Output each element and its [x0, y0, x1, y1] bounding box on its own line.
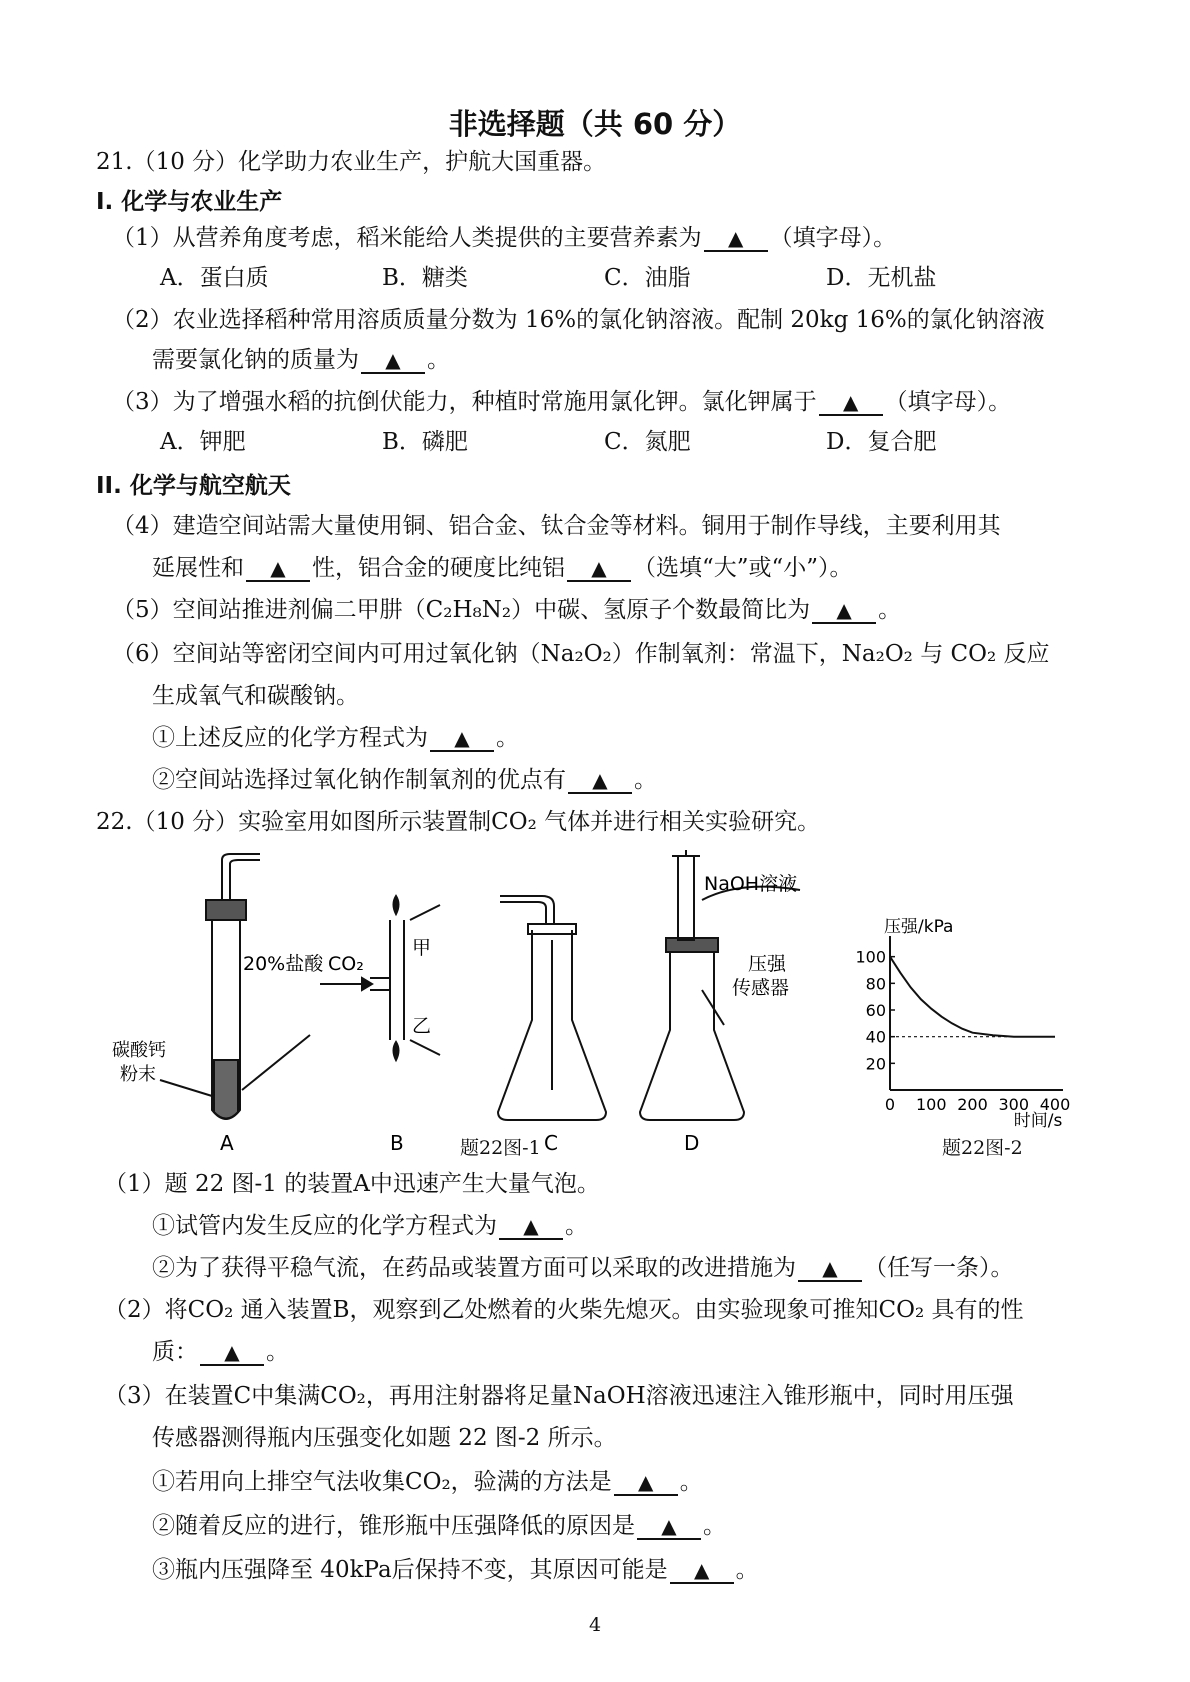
option-a: A．钾肥 [160, 429, 246, 455]
y-tick-label: 20 [865, 1054, 886, 1074]
option-c: C．油脂 [604, 265, 691, 291]
answer-blank[interactable]: ▲ [819, 390, 883, 416]
q22-s3c-text: ③瓶内压强降至 40kPa后保持不变，其原因可能是 [152, 1557, 668, 1583]
q22-s1-a [152, 1210, 588, 1242]
q21-s3-text: （3）为了增强水稻的抗倒伏能力，种植时常施用氯化钾。氯化钾属于 [112, 389, 817, 415]
option-d: D．复合肥 [826, 429, 937, 455]
naoh-label: NaOH溶液 [704, 873, 798, 895]
page-number: 4 [588, 1614, 602, 1636]
section-title: 非选择题（共 60 分） [448, 107, 742, 141]
q22-s3-b [152, 1510, 726, 1542]
q21-s6b-tail: 。 [634, 767, 657, 793]
q22-s3a-tail: 。 [679, 1469, 703, 1495]
q22-s3-c [152, 1554, 759, 1586]
q22-stem: 22.（10 分）实验室用如图所示装置制CO₂ 气体并进行相关实验研究。 [96, 809, 821, 835]
q21-s4-line1: （4）建造空间站需大量使用铜、铝合金、钛合金等材料。铜用于制作导线，主要利用其 [112, 513, 1001, 539]
answer-blank[interactable]: ▲ [670, 1558, 734, 1584]
q21-s5-text: （5）空间站推进剂偏二甲肼（C₂H₈N₂）中碳、氢原子个数最简比为 [112, 597, 811, 623]
apparatus-b-label: B [390, 1131, 404, 1155]
y-tick-label: 80 [865, 974, 886, 994]
q21-s6a-text: ①上述反应的化学方程式为 [152, 725, 428, 751]
q21-s3 [112, 386, 1011, 418]
figure-caption-2: 题22图-2 [942, 1137, 1023, 1159]
q22-s3b-text: ②随着反应的进行，锥形瓶中压强降低的原因是 [152, 1513, 635, 1539]
q21-s2-text: 需要氯化钠的质量为 [152, 347, 359, 373]
solid-label-1: 碳酸钙 [112, 1040, 166, 1061]
q21-s2-line1: （2）农业选择稻种常用溶质质量分数为 16%的氯化钠溶液。配制 20kg 16%的氯化钠溶液 [112, 307, 1045, 333]
y-axis-label: 压强/kPa [884, 917, 954, 937]
q21-s3-options [160, 426, 1048, 458]
q21-s6a-tail: 。 [496, 725, 519, 751]
sensor-label-2: 传感器 [732, 977, 790, 999]
q21-s2-line2 [152, 344, 450, 376]
q22-s1-b [152, 1252, 1014, 1284]
q21-s1-text: （1）从营养角度考虑，稻米能给人类提供的主要营养素为 [112, 225, 702, 251]
y-tick-label: 100 [855, 947, 886, 967]
answer-blank[interactable]: ▲ [568, 768, 632, 794]
figure-caption-1: 题22图-1 [460, 1137, 541, 1159]
q22-s3-line2: 传感器测得瓶内压强变化如题 22 图-2 所示。 [152, 1425, 617, 1451]
answer-blank[interactable]: ▲ [812, 598, 876, 624]
q21-s1-tail: （填字母）。 [769, 225, 897, 251]
q22-s3-a [152, 1466, 703, 1498]
q21-s3-tail: （填字母）。 [884, 389, 1012, 415]
q22-s3c-tail: 。 [735, 1557, 759, 1583]
apparatus-a-label: A [220, 1131, 234, 1155]
sensor-label-1: 压强 [748, 953, 787, 975]
answer-blank[interactable]: ▲ [614, 1470, 678, 1496]
q21-s1 [112, 222, 896, 254]
q22-s1-line1: （1）题 22 图-1 的装置A中迅速产生大量气泡。 [104, 1171, 600, 1197]
q21-s1-options [160, 262, 1048, 294]
answer-blank[interactable]: ▲ [246, 556, 310, 582]
option-b: B．磷肥 [382, 429, 468, 455]
q21-s6-line2: 生成氧气和碳酸钠。 [152, 683, 359, 709]
q21-s6-line1: （6）空间站等密闭空间内可用过氧化钠（Na₂O₂）作制氧剂：常温下，Na₂O₂ 与 CO₂ 反应 [112, 641, 1050, 667]
position-yi-label: 乙 [412, 1015, 432, 1037]
q22-s3-line1: （3）在装置C中集满CO₂，再用注射器将足量NaOH溶液迅速注入锥形瓶中，同时用压强 [104, 1383, 1014, 1409]
x-axis-label: 时间/s [1013, 1111, 1063, 1131]
q21-s4-mid: 性，铝合金的硬度比纯铝 [312, 555, 565, 581]
q22-s1b-text: ②为了获得平稳气流，在药品或装置方面可以采取的改进措施为 [152, 1255, 796, 1281]
y-tick-label: 60 [865, 1001, 886, 1020]
apparatus-d-label: D [684, 1131, 700, 1155]
q21-s4-tail: （选填“大”或“小”）。 [633, 555, 853, 581]
option-c: C．氮肥 [604, 429, 691, 455]
q21-s4-line2 [152, 552, 853, 584]
q21-stem: 21.（10 分）化学助力农业生产，护航大国重器。 [96, 149, 607, 175]
answer-blank[interactable]: ▲ [567, 556, 631, 582]
q22-s2-line2 [152, 1336, 289, 1368]
pressure-chart [840, 917, 1080, 1131]
q22-s3b-tail: 。 [703, 1513, 726, 1539]
q22-s2-line1: （2）将CO₂ 通入装置B，观察到乙处燃着的火柴先熄灭。由实验现象可推知CO₂ 具有的性 [104, 1297, 1024, 1323]
x-tick-label: 0 [884, 1095, 896, 1114]
q22-s2-text: 质： [152, 1339, 198, 1365]
option-b: B．糖类 [382, 265, 468, 291]
x-tick-label: 200 [957, 1095, 988, 1114]
q22-s1a-tail: 。 [565, 1213, 588, 1239]
q22-s1a-text: ①试管内发生反应的化学方程式为 [152, 1213, 497, 1239]
acid-label: 20%盐酸 [243, 953, 324, 975]
answer-blank[interactable]: ▲ [499, 1214, 563, 1240]
answer-blank[interactable]: ▲ [361, 348, 425, 374]
pressure-curve [890, 957, 1055, 1037]
option-d: D．无机盐 [826, 265, 937, 291]
q21-part2-title: II. 化学与航空航天 [96, 473, 291, 499]
option-a: A．蛋白质 [160, 265, 269, 291]
answer-blank[interactable]: ▲ [704, 226, 768, 252]
q21-s2-tail: 。 [427, 347, 450, 373]
q21-part1-title: I. 化学与农业生产 [96, 189, 283, 215]
q22-s1b-tail: （任写一条）。 [864, 1255, 1014, 1281]
apparatus-c-label: C [544, 1131, 558, 1155]
x-tick-label: 300 [998, 1095, 1030, 1114]
answer-blank[interactable]: ▲ [200, 1340, 264, 1366]
q22-s3a-text: ①若用向上排空气法收集CO₂，验满的方法是 [152, 1469, 612, 1495]
q21-s5 [112, 594, 901, 626]
y-tick-label: 40 [865, 1027, 886, 1047]
position-jia-label: 甲 [412, 937, 432, 959]
q21-s6-a [152, 722, 519, 754]
q21-s4-text: 延展性和 [152, 555, 244, 581]
q21-s6-b [152, 764, 657, 796]
x-tick-label: 100 [915, 1095, 947, 1114]
solid-label-2: 粉末 [120, 1064, 156, 1085]
answer-blank[interactable]: ▲ [430, 726, 494, 752]
q21-s6b-text: ②空间站选择过氧化钠作制氧剂的优点有 [152, 767, 566, 793]
co2-label: CO₂ [328, 953, 364, 975]
answer-blank[interactable]: ▲ [798, 1256, 862, 1282]
q22-s2-tail: 。 [266, 1339, 289, 1365]
x-tick-label: 400 [1039, 1095, 1071, 1114]
answer-blank[interactable]: ▲ [637, 1514, 701, 1540]
q21-s5-tail: 。 [878, 597, 902, 623]
